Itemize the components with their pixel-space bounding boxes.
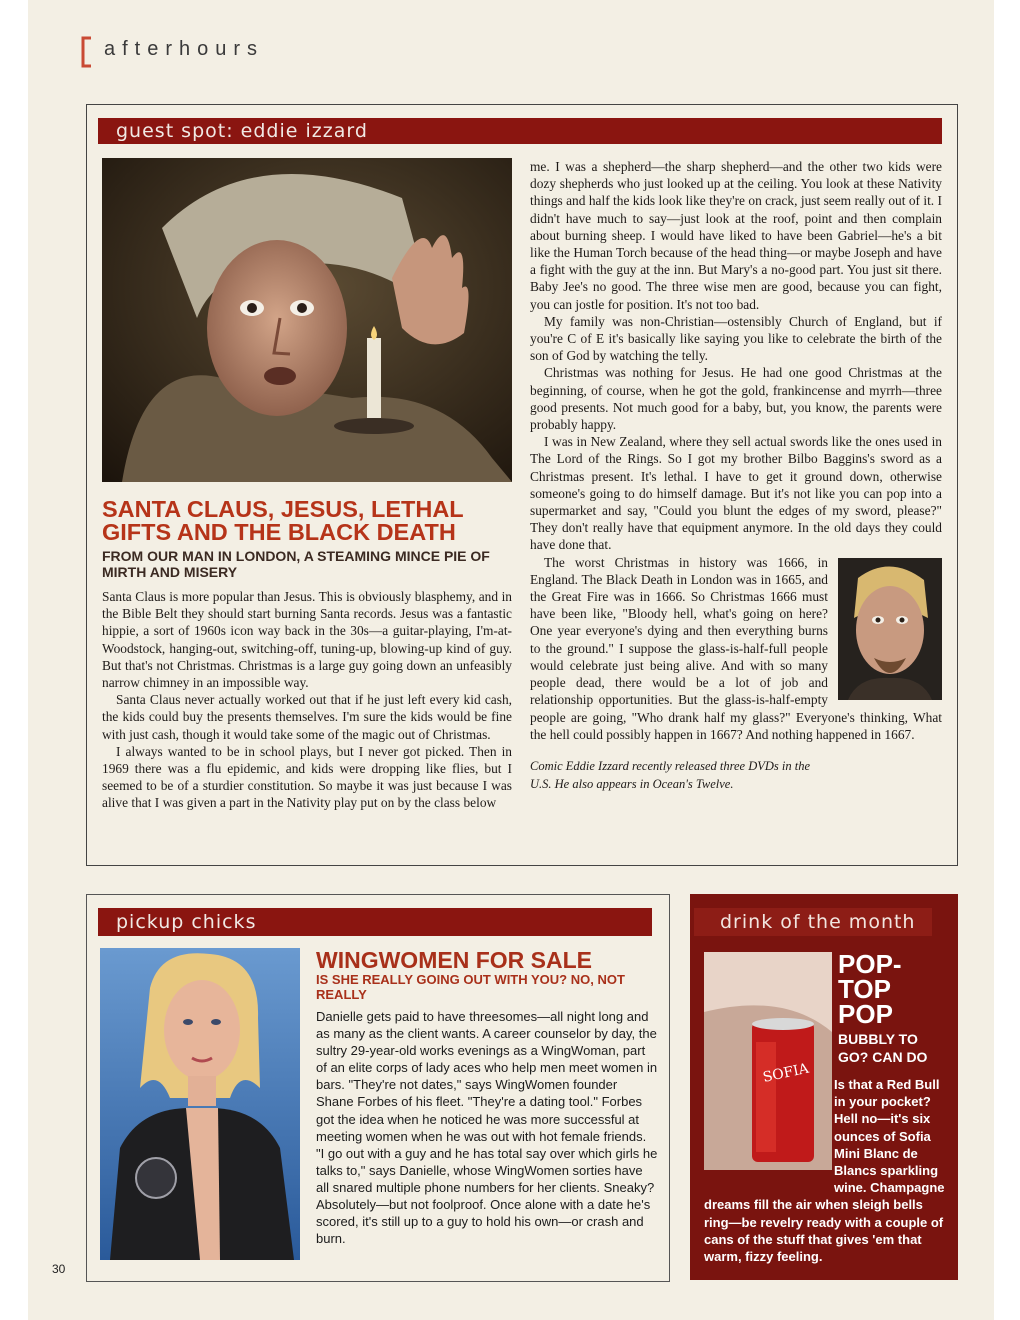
wingwoman-photo	[100, 948, 300, 1260]
drink-body	[704, 1076, 946, 1265]
article-paragraph: Santa Claus never actually worked out that if he just left every kid cash, the kids could buy the presents themselves. I'm sure the kids would be fine with just cash, though it would take some of the magic out of Christmas.	[102, 692, 512, 742]
guest-spot-banner: guest spot: eddie izzard	[98, 118, 942, 144]
can-label: SOFIA	[761, 1060, 811, 1086]
drink-banner: drink of the month	[694, 908, 932, 936]
eddie-headshot-photo	[838, 558, 942, 700]
article-paragraph: My family was non-Christian—ostensibly Church of England, but if you're C of E it's basically like saying you like to celebrate the birth of the son of God by watching the telly.	[530, 313, 942, 364]
article-paragraph: Santa Claus is more popular than Jesus. This is obviously blasphemy, and in the Bible Belt they should start burning Santa records. Jesus was a fantastic hippie, a sort of 1960s icon way back in the 30s—a guitar-playing, I'm-at-Woodstock, hanging-out, switching-off, tuning-up, blowing-up kind of guy. But that's not Christmas. Christmas is a large guy going down an unfeasibly narrow chimney in an impossible way.	[102, 589, 512, 691]
page-number: 30	[52, 1262, 66, 1276]
article-paragraph: I always wanted to be in school plays, but I never got picked. Then in 1969 there was a flu epidemic, and kids were dropping like flies, but I seemed to be of a sturdier constitution. So maybe it was just because I was alive that I was given a part in the Nativity play put on by the class below	[102, 743, 512, 811]
pickup-deck: IS SHE REALLY GOING OUT WITH YOU? NO, NOT REALLY	[316, 972, 625, 1002]
pickup-body: Danielle gets paid to have threesomes—all night long and as many as the client wants. A career counselor by day, the sultry 29-year-old works evenings as a WingWoman, part of an elite corps of lady aces who help men meet women in bars. "They're not dates," says WingWomen founder Shane Forbes of his fleet. "They're a dating tool." Forbes got the idea when he noticed he was more successful at meeting women when he was out with hot female friends. "I go out with a guy and he has total say over which girls he talks to," says Danielle, whose WingWomen sorties have all snared multiple phone numbers for her clients. Sneaky? Absolutely—but not foolproof. Once alone with a date he's scored, it's still up to a guy to hold his own—or crash and burn.	[316, 1009, 658, 1247]
guest-spot-left-column	[102, 588, 512, 812]
eddie-costume-photo	[102, 158, 512, 482]
article-paragraph: The worst Christmas in history was 1666, in England. The Black Death in London was in 1665, and the Great Fire was in 1666. So Christmas 1666 must have been like, "Bloody hell, what's going on here? One year everyone's dying and then everything burns to the ground." I suppose the glass-is-half-full people would celebrate just being alive. And with so many people dead, there would be a lot of job and relationship opportunities. But the glass-is-half-empty people are going, "Who drank half my glass?" Everyone's thinking, What the hell could possibly happen in 1667? And nothing happened in 1667.	[530, 554, 942, 742]
section-bracket-icon	[80, 36, 94, 68]
article-paragraph: Christmas was nothing for Jesus. He had one good Christmas at the beginning, of course, when he got the gold, frankincense and myrrh—three good presents. Not much good for a baby, but, you know, the parents were probably happy.	[530, 365, 942, 433]
guest-spot-right-column	[530, 158, 942, 793]
guest-spot-deck: FROM OUR MAN IN LONDON, A STEAMING MINCE PIE OF MIRTH AND MISERY	[102, 548, 490, 580]
pickup-headline: WINGWOMEN FOR SALE	[316, 947, 592, 973]
guest-spot-headline: SANTA CLAUS, JESUS, LETHAL GIFTS AND THE BLACK DEATH	[102, 496, 464, 545]
pickup-banner: pickup chicks	[98, 908, 652, 936]
article-paragraph: I was in New Zealand, where they sell actual swords like the ones used in The Lord of the Rings. So I got my brother Bilbo Baggins's sword as a Christmas present. It's lethal. I have to get it ground down, otherwise someone's going to do himself damage. But it's not like you can pop into a supermarket and say, "Could you blunt the edges of my sword, please?" They don't really have that equipment anymore. In the old days they could have done that.	[530, 434, 942, 553]
drink-title: POP-TOP POP	[838, 949, 902, 1029]
drink-deck: BUBBLY TO GO? CAN DO	[838, 1031, 928, 1065]
article-paragraph: me. I was a shepherd—the sharp shepherd—and the other two kids were dozy shepherds who just looked up at the ceiling. You look at these Nativity things and half the kids look like they're on crack, just seem really out of it. I didn't have much to say—just look at the roof, point and then complain about burning sheep. I would have liked to have been Gabriel—he's a bit like the Human Torch because of the head thing—or maybe Joseph and have a fight with the guy at the inn. But Mary's a no-good part. You just sit there. Baby Jee's no good. The three wise men are good, because you can fight, you can jostle for position. It's not too bad.	[530, 159, 942, 312]
author-credit: Comic Eddie Izzard recently released three DVDs in the U.S. He also appears in Ocean's Twelve.	[530, 758, 811, 791]
drink-body-text: Is that a Red Bull in your pocket? Hell no—it's six ounces of Sofia Mini Blanc de Blancs sparkling wine. Champagne dreams fill the air when sleigh bells ring—be revelry ready with a couple of cans of the stuff that gives 'em that warm, fizzy feeling.	[704, 1077, 945, 1265]
section-label: afterhours	[104, 38, 265, 60]
